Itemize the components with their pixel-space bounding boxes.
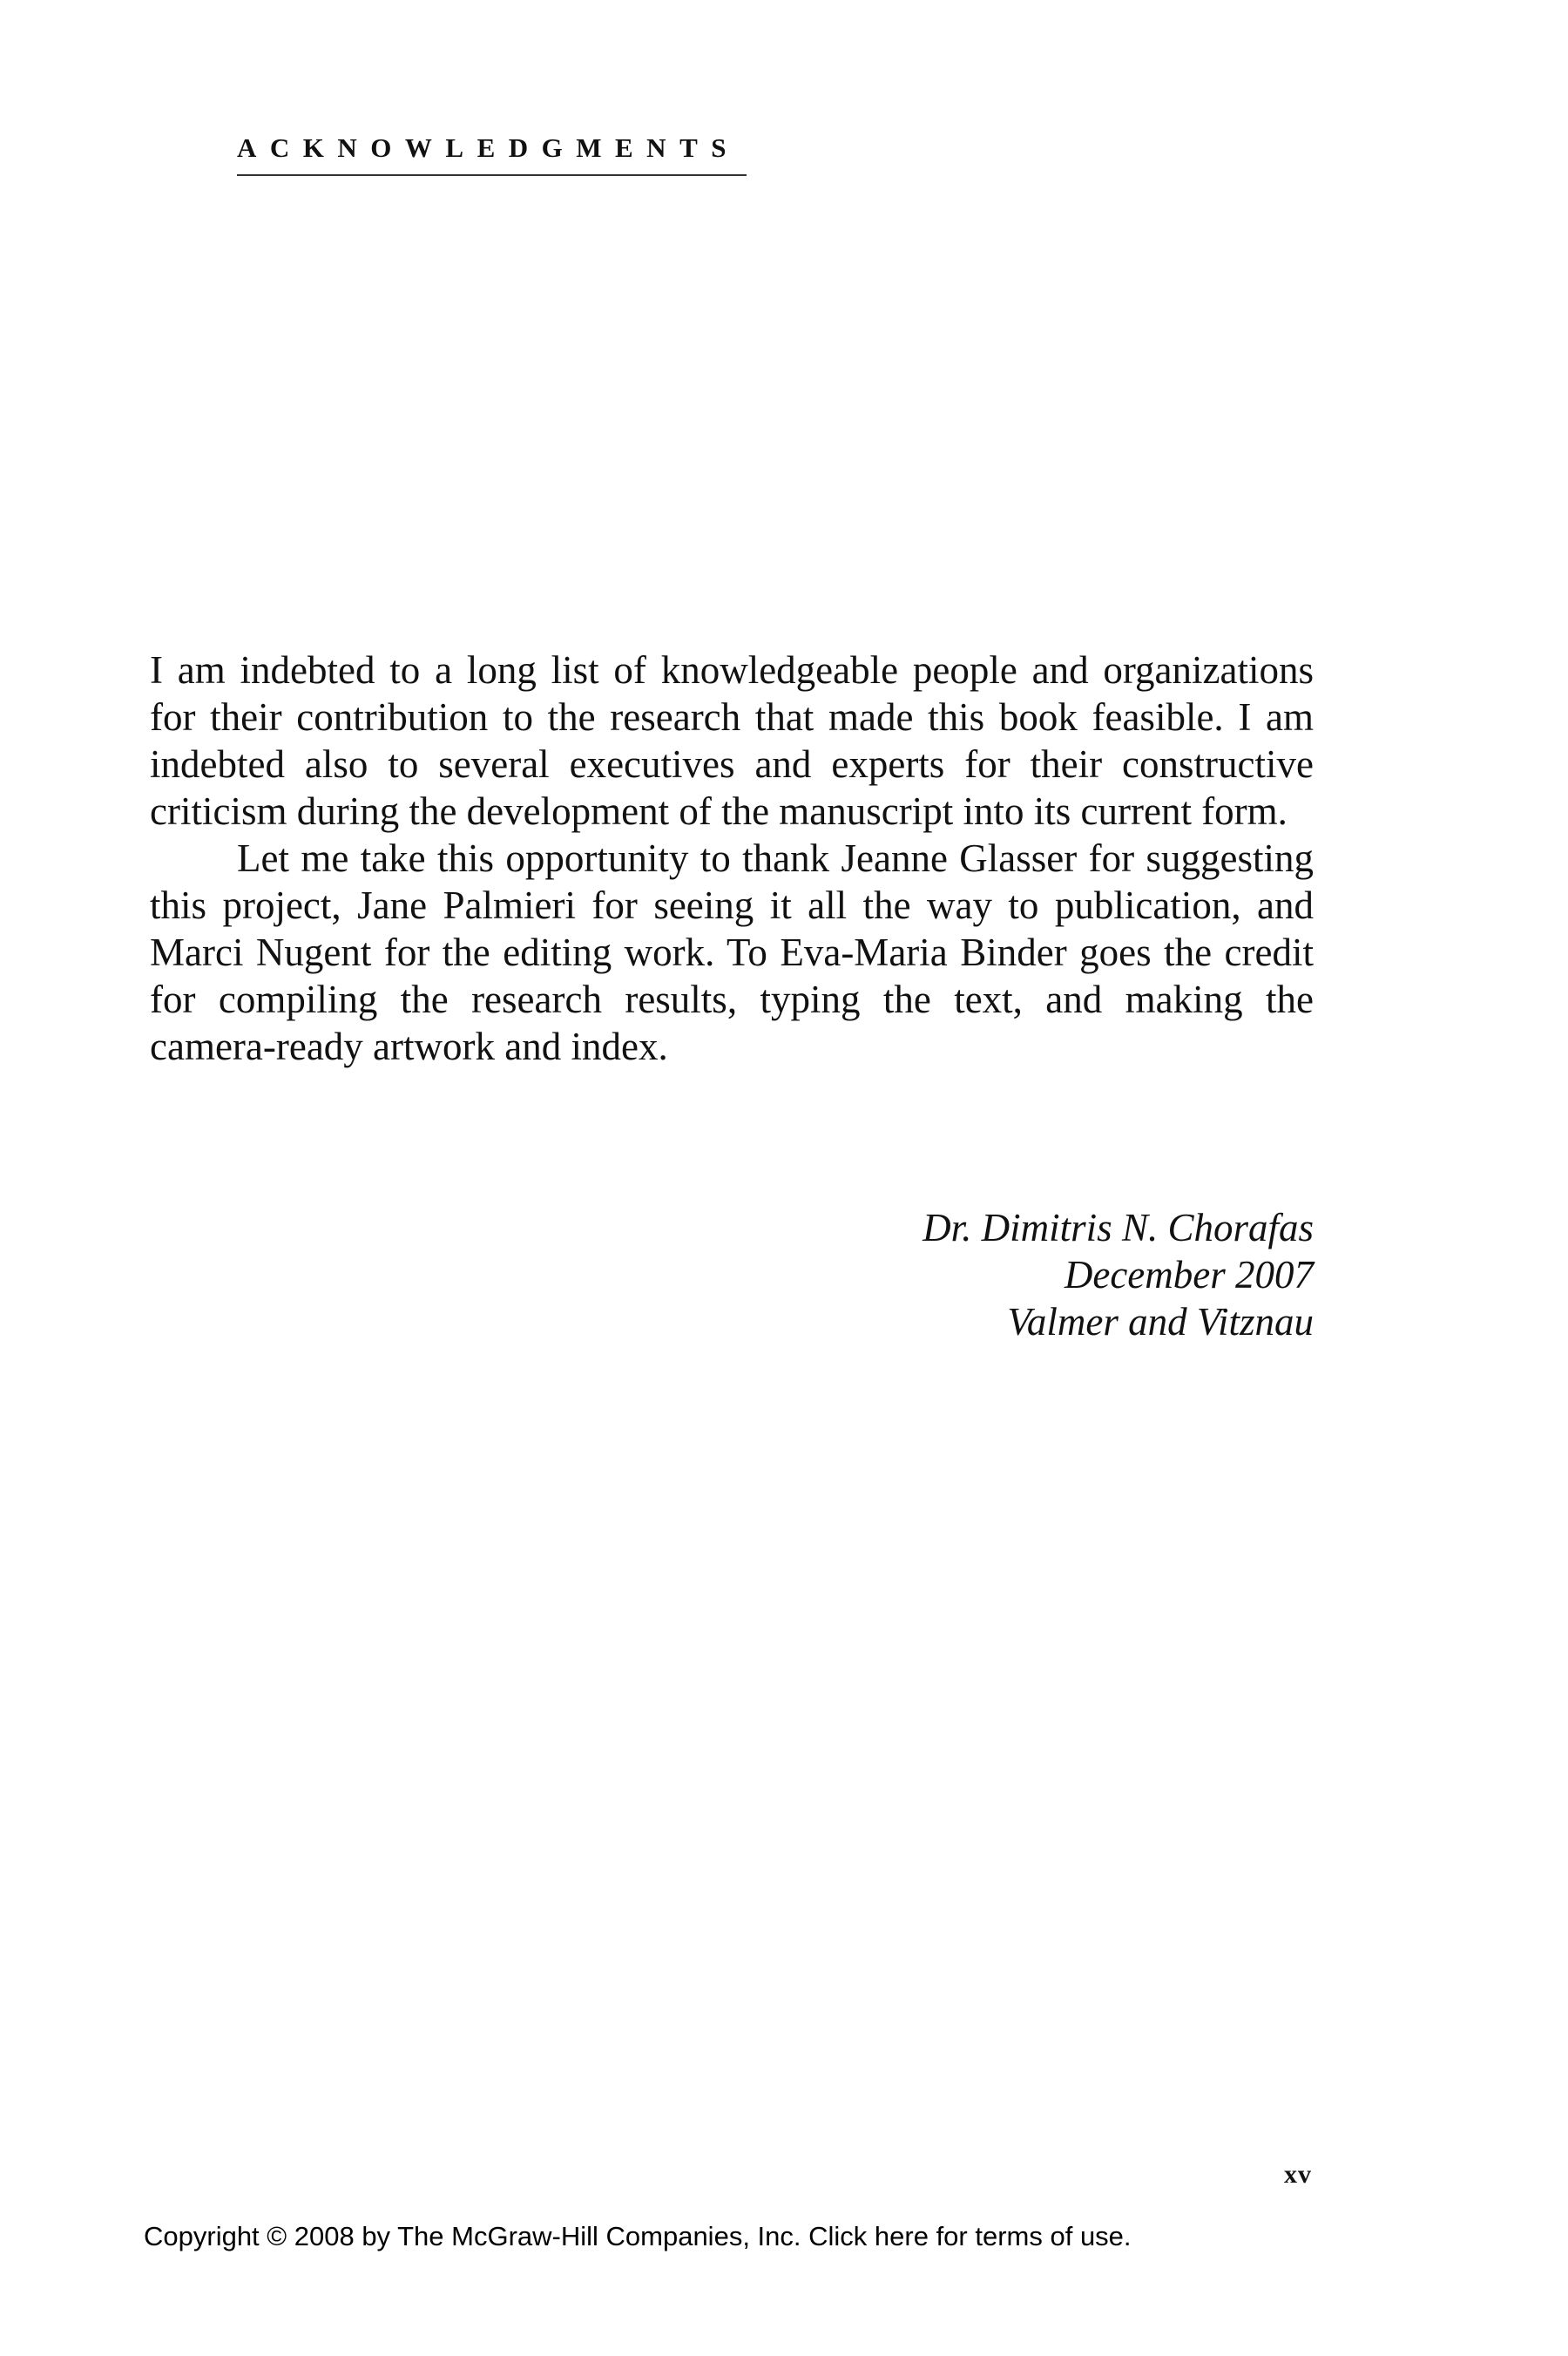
page-number: xv — [1284, 2160, 1312, 2189]
body-paragraph-2: Let me take this opportunity to thank Jeanne Glasser for suggesting this project, Jane Palmieri for seeing it all the way to publication, and Marci Nugent for the editing work. To Eva-Maria Binder goes the credit for compiling the research results, typing the text, and making the camera-ready artwork and index. — [150, 836, 1314, 1068]
signature-place: Valmer and Vitznau — [1007, 1300, 1314, 1344]
terms-of-use-link[interactable]: Click here for terms of use. — [808, 2221, 1132, 2251]
page-heading: ACKNOWLEDGMENTS — [237, 131, 747, 176]
body-paragraph-1: I am indebted to a long list of knowledgeable people and organizations for their contribution to the research that made this book feasible. I am indebted also to several executives and experts for their constructive criticism during the development of the manuscript into its current form. — [150, 648, 1314, 833]
signature-block — [923, 1204, 1314, 1345]
signature-date: December 2007 — [1064, 1253, 1314, 1296]
signature-name: Dr. Dimitris N. Chorafas — [923, 1206, 1314, 1249]
acknowledgments-body — [150, 647, 1314, 1070]
copyright-text: Copyright © 2008 by The McGraw-Hill Companies, Inc. — [144, 2221, 801, 2251]
copyright-footer — [144, 2220, 1132, 2253]
